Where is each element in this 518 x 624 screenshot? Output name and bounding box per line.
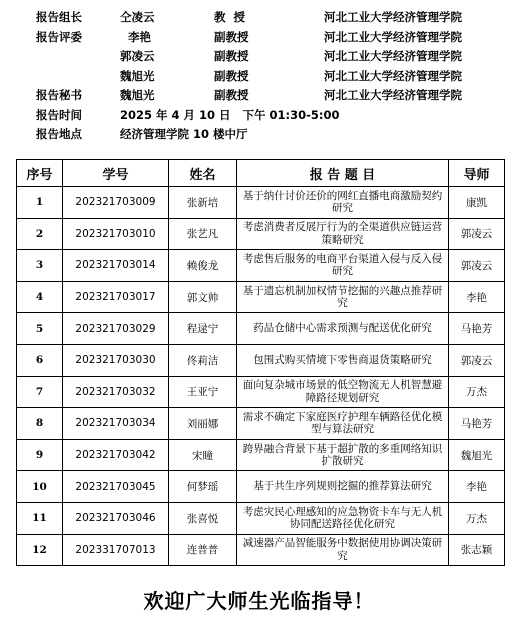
info-org: 河北工业大学经济管理学院	[324, 49, 462, 63]
student-id: 202321703045	[63, 471, 169, 503]
advisor-name: 郭凌云	[449, 218, 505, 250]
row-number: 7	[17, 376, 63, 408]
report-topic: 基于纳什讨价还价的网红直播电商激励契约研究	[237, 187, 449, 219]
schedule-table	[16, 159, 505, 566]
student-id: 202321703032	[63, 376, 169, 408]
info-name: 李艳	[128, 29, 151, 44]
row-number: 8	[17, 408, 63, 440]
report-topic: 基于遗忘机制加权情节挖掘的兴趣点推荐研究	[237, 281, 449, 313]
student-name: 赖俊龙	[169, 250, 237, 282]
info-row-time	[36, 106, 506, 126]
table-body	[17, 187, 505, 566]
info-title: 教 授	[214, 10, 246, 24]
table-row	[17, 281, 505, 313]
table-row	[17, 471, 505, 503]
info-row-reviewer	[36, 28, 506, 48]
student-id: 202321703042	[63, 439, 169, 471]
advisor-name: 魏旭光	[449, 439, 505, 471]
info-name: 魏旭光	[120, 68, 155, 83]
advisor-name: 李艳	[449, 281, 505, 313]
table-row	[17, 376, 505, 408]
report-info	[36, 8, 506, 145]
advisor-name: 马艳芳	[449, 313, 505, 345]
info-label: 报告时间	[36, 107, 82, 122]
student-name: 刘丽娜	[169, 408, 237, 440]
table-row	[17, 250, 505, 282]
info-org: 河北工业大学经济管理学院	[324, 10, 462, 24]
report-topic: 药品仓储中心需求预测与配送优化研究	[237, 313, 449, 345]
table-row	[17, 439, 505, 471]
student-id: 202321703030	[63, 344, 169, 376]
header-advisor: 导师	[449, 160, 505, 187]
row-number: 9	[17, 439, 63, 471]
report-topic: 考虑灾民心理感知的应急物资卡车与无人机协同配送路径优化研究	[237, 502, 449, 534]
advisor-name: 郭凌云	[449, 250, 505, 282]
student-name: 宋瞳	[169, 439, 237, 471]
student-name: 佟莉洁	[169, 344, 237, 376]
row-number: 5	[17, 313, 63, 345]
info-label: 报告秘书	[36, 88, 82, 102]
student-name: 程逯宁	[169, 313, 237, 345]
report-topic: 考虑售后服务的电商平台渠道入侵与反入侵研究	[237, 250, 449, 282]
row-number: 12	[17, 534, 63, 566]
info-org: 河北工业大学经济管理学院	[324, 68, 462, 83]
student-name: 郭文帅	[169, 281, 237, 313]
table-row	[17, 344, 505, 376]
table-row	[17, 408, 505, 440]
table-row	[17, 187, 505, 219]
student-id: 202331707013	[63, 534, 169, 566]
advisor-name: 万杰	[449, 376, 505, 408]
student-id: 202321703034	[63, 408, 169, 440]
info-row-secretary	[36, 86, 506, 106]
report-topic: 跨界融合背景下基于超扩散的多重网络知识扩散研究	[237, 439, 449, 471]
advisor-name: 张志颖	[449, 534, 505, 566]
student-name: 何梦瑶	[169, 471, 237, 503]
student-name: 张喜悦	[169, 502, 237, 534]
student-id: 202321703017	[63, 281, 169, 313]
report-topic: 减速器产品智能服务中数据使用协调决策研究	[237, 534, 449, 566]
report-topic: 考虑消费者反展厅行为的全渠道供应链运营策略研究	[237, 218, 449, 250]
student-name: 张艺凡	[169, 218, 237, 250]
advisor-name: 万杰	[449, 502, 505, 534]
info-title: 副教授	[214, 68, 249, 83]
info-org: 河北工业大学经济管理学院	[324, 29, 462, 44]
advisor-name: 马艳芳	[449, 408, 505, 440]
advisor-name: 郭凌云	[449, 344, 505, 376]
row-number: 4	[17, 281, 63, 313]
header-topic: 报 告 题 目	[237, 160, 449, 187]
info-title: 副教授	[214, 29, 249, 44]
student-id: 202321703009	[63, 187, 169, 219]
row-number: 6	[17, 344, 63, 376]
table-row	[17, 218, 505, 250]
row-number: 1	[17, 187, 63, 219]
info-name: 仝凌云	[120, 10, 155, 24]
student-id: 202321703010	[63, 218, 169, 250]
info-time-value: 2025 年 4 月 10 日 下午 01:30-5:00	[120, 107, 340, 122]
info-row-reviewer	[36, 67, 506, 87]
header-name: 姓名	[169, 160, 237, 187]
info-title: 副教授	[214, 49, 249, 63]
header-no: 序号	[17, 160, 63, 187]
info-row-reviewer	[36, 47, 506, 67]
student-name: 王亚宁	[169, 376, 237, 408]
student-name: 张新培	[169, 187, 237, 219]
welcome-message: 欢迎广大师生光临指导！	[143, 589, 375, 613]
table-row	[17, 313, 505, 345]
report-topic: 包围式购买情境下零售商退货策略研究	[237, 344, 449, 376]
report-topic: 面向复杂城市场景的低空物流无人机智慧避障路径规划研究	[237, 376, 449, 408]
report-topic: 基于共生序列规则挖掘的推荐算法研究	[237, 471, 449, 503]
table-row	[17, 534, 505, 566]
student-name: 连普普	[169, 534, 237, 566]
report-topic: 需求不确定下家庭医疗护理车辆路径优化模型与算法研究	[237, 408, 449, 440]
student-id: 202321703046	[63, 502, 169, 534]
row-number: 10	[17, 471, 63, 503]
info-row-place	[36, 125, 506, 145]
row-number: 3	[17, 250, 63, 282]
info-label: 报告地点	[36, 127, 82, 141]
info-name: 魏旭光	[120, 88, 155, 102]
student-id: 202321703029	[63, 313, 169, 345]
info-label: 报告评委	[36, 29, 82, 44]
info-org: 河北工业大学经济管理学院	[324, 88, 462, 102]
info-name: 郭凌云	[120, 49, 155, 63]
row-number: 2	[17, 218, 63, 250]
info-place-value: 经济管理学院 10 楼中厅	[120, 127, 248, 141]
table-row	[17, 502, 505, 534]
table-header-row	[17, 160, 505, 187]
advisor-name: 李艳	[449, 471, 505, 503]
header-student-id: 学号	[63, 160, 169, 187]
info-row-leader	[36, 8, 506, 28]
info-label: 报告组长	[36, 10, 82, 24]
student-id: 202321703014	[63, 250, 169, 282]
advisor-name: 康凯	[449, 187, 505, 219]
info-title: 副教授	[214, 88, 249, 102]
row-number: 11	[17, 502, 63, 534]
